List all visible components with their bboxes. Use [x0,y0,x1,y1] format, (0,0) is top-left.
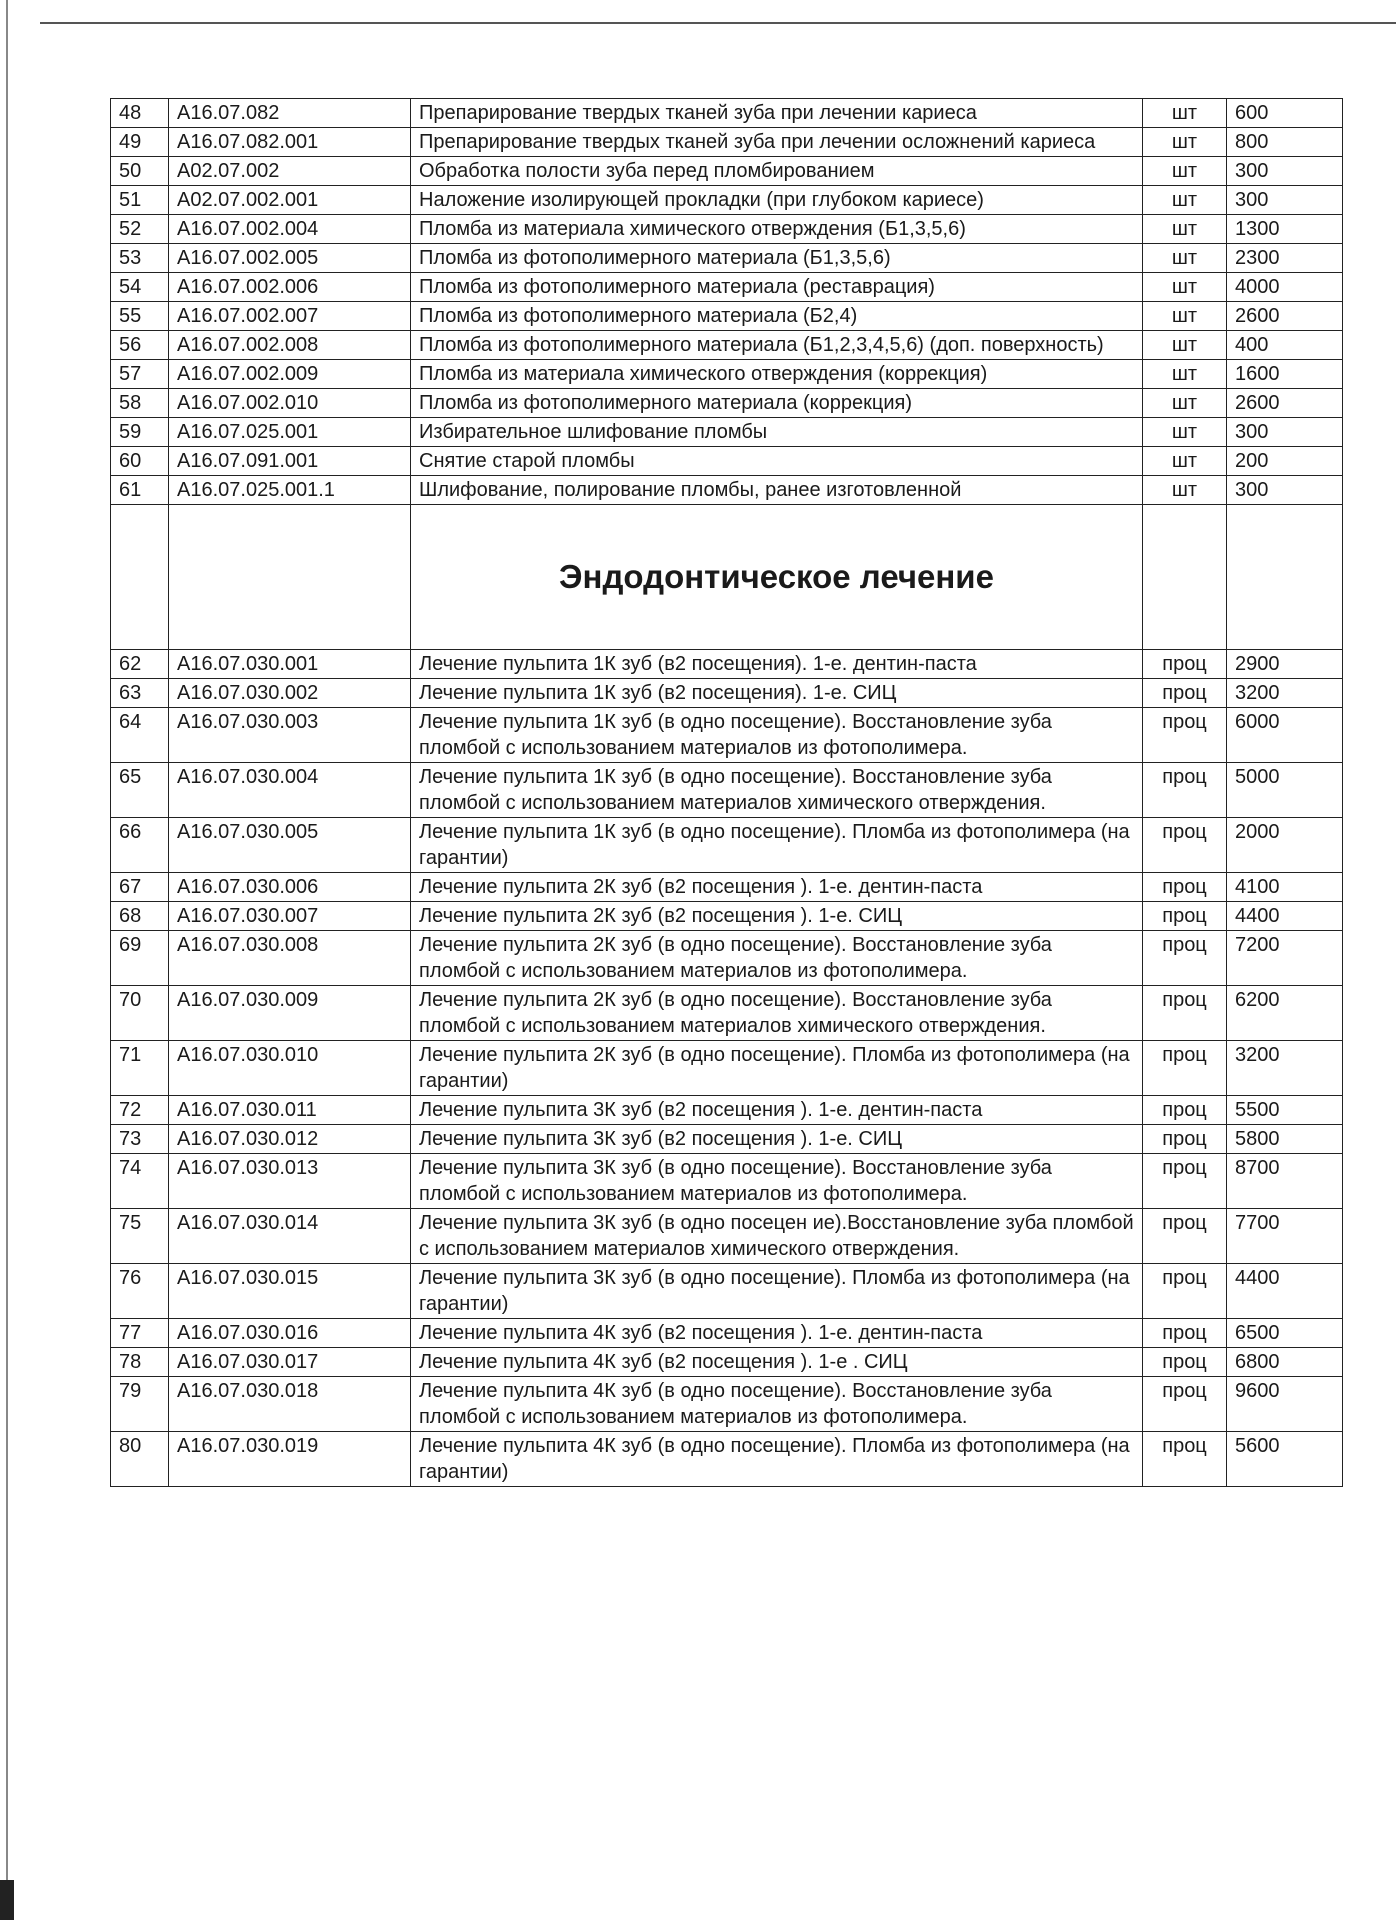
unit: проц [1143,1377,1227,1432]
unit: проц [1143,650,1227,679]
table-row [111,986,1343,1041]
price: 4400 [1227,1264,1343,1319]
service-code: А16.07.002.005 [169,244,411,273]
unit: шт [1143,186,1227,215]
unit: проц [1143,1209,1227,1264]
service-name: Лечение пульпита 2К зуб (в одно посещение). Пломба из фотополимера (на гарантии) [411,1041,1143,1096]
service-code: А16.07.002.008 [169,331,411,360]
service-code: А16.07.030.011 [169,1096,411,1125]
row-number: 78 [111,1348,169,1377]
row-number: 68 [111,902,169,931]
unit: шт [1143,244,1227,273]
price-table-section-a [111,99,1343,505]
row-number: 76 [111,1264,169,1319]
service-code: А16.07.030.008 [169,931,411,986]
unit: проц [1143,986,1227,1041]
table-row [111,1348,1343,1377]
row-number: 49 [111,128,169,157]
service-code: А16.07.030.003 [169,708,411,763]
table-row [111,763,1343,818]
table-row [111,215,1343,244]
service-name: Лечение пульпита 1К зуб (в одно посещение). Восстановление зуба пломбой с использованием материалов химического отверждения. [411,763,1143,818]
service-code: А16.07.002.007 [169,302,411,331]
price: 300 [1227,186,1343,215]
row-number: 62 [111,650,169,679]
unit: проц [1143,1319,1227,1348]
table-row [111,447,1343,476]
section-title: Эндодонтическое лечение [411,505,1143,650]
price: 7700 [1227,1209,1343,1264]
service-name: Обработка полости зуба перед пломбированием [411,157,1143,186]
row-number: 52 [111,215,169,244]
service-code: А16.07.082 [169,99,411,128]
price: 200 [1227,447,1343,476]
section-header-cell-unit [1143,505,1227,650]
service-code: А16.07.030.015 [169,1264,411,1319]
service-code: А16.07.030.007 [169,902,411,931]
table-row [111,708,1343,763]
price: 2600 [1227,389,1343,418]
row-number: 74 [111,1154,169,1209]
scan-corner-mark [0,1880,14,1920]
unit: шт [1143,389,1227,418]
price: 8700 [1227,1154,1343,1209]
service-code: А16.07.030.005 [169,818,411,873]
price-table-section-b [111,650,1343,1487]
table-row [111,873,1343,902]
service-name: Лечение пульпита 1К зуб (в2 посещения). 1-е. дентин-паста [411,650,1143,679]
service-name: Пломба из фотополимерного материала (реставрация) [411,273,1143,302]
row-number: 73 [111,1125,169,1154]
service-name: Лечение пульпита 3К зуб (в2 посещения ). 1-е. СИЦ [411,1125,1143,1154]
service-code: А16.07.002.006 [169,273,411,302]
service-code: А16.07.030.006 [169,873,411,902]
table-row [111,331,1343,360]
row-number: 70 [111,986,169,1041]
row-number: 50 [111,157,169,186]
service-name: Лечение пульпита 4К зуб (в2 посещения ). 1-е . СИЦ [411,1348,1143,1377]
service-name: Препарирование твердых тканей зуба при лечении кариеса [411,99,1143,128]
table-row [111,244,1343,273]
service-name: Лечение пульпита 2К зуб (в2 посещения ). 1-е. СИЦ [411,902,1143,931]
price-table [110,98,1343,1487]
service-name: Лечение пульпита 4К зуб (в одно посещение). Пломба из фотополимера (на гарантии) [411,1432,1143,1487]
service-name: Лечение пульпита 2К зуб (в2 посещения ). 1-е. дентин-паста [411,873,1143,902]
service-name: Лечение пульпита 3К зуб (в одно посещение). Пломба из фотополимера (на гарантии) [411,1264,1143,1319]
table-row [111,360,1343,389]
row-number: 48 [111,99,169,128]
service-name: Лечение пульпита 3К зуб (в одно посещение). Восстановление зуба пломбой с использованием материалов из фотополимера. [411,1154,1143,1209]
row-number: 69 [111,931,169,986]
service-name: Лечение пульпита 3К зуб (в2 посещения ). 1-е. дентин-паста [411,1096,1143,1125]
table-row [111,1041,1343,1096]
unit: шт [1143,157,1227,186]
row-number: 66 [111,818,169,873]
unit: шт [1143,418,1227,447]
unit: шт [1143,331,1227,360]
section-header-cell-price [1227,505,1343,650]
table-row [111,1154,1343,1209]
price: 2900 [1227,650,1343,679]
section-header-cell-num [111,505,169,650]
row-number: 57 [111,360,169,389]
section-header-row [111,505,1343,650]
service-code: А16.07.030.012 [169,1125,411,1154]
unit: шт [1143,128,1227,157]
row-number: 51 [111,186,169,215]
price: 2000 [1227,818,1343,873]
table-row [111,902,1343,931]
row-number: 53 [111,244,169,273]
service-name: Лечение пульпита 3К зуб (в одно посецен ие).Восстановление зуба пломбой с использованием материалов химического отверждения. [411,1209,1143,1264]
scan-left-edge [6,0,8,1920]
price: 300 [1227,476,1343,505]
price: 300 [1227,418,1343,447]
unit: шт [1143,302,1227,331]
unit: проц [1143,1348,1227,1377]
table-row [111,157,1343,186]
price: 1300 [1227,215,1343,244]
row-number: 59 [111,418,169,447]
table-row [111,128,1343,157]
price: 4100 [1227,873,1343,902]
service-name: Лечение пульпита 1К зуб (в одно посещение). Пломба из фотополимера (на гарантии) [411,818,1143,873]
row-number: 64 [111,708,169,763]
service-code: А16.07.030.002 [169,679,411,708]
price: 400 [1227,331,1343,360]
row-number: 80 [111,1432,169,1487]
service-code: А16.07.030.009 [169,986,411,1041]
unit: проц [1143,1432,1227,1487]
unit: шт [1143,360,1227,389]
unit: проц [1143,763,1227,818]
price-table-section-header [111,505,1343,650]
table-row [111,931,1343,986]
price: 6200 [1227,986,1343,1041]
section-header-cell-code [169,505,411,650]
unit: шт [1143,215,1227,244]
table-row [111,1264,1343,1319]
price: 6500 [1227,1319,1343,1348]
service-name: Препарирование твердых тканей зуба при лечении осложнений кариеса [411,128,1143,157]
row-number: 54 [111,273,169,302]
price: 4000 [1227,273,1343,302]
table-row [111,650,1343,679]
table-row [111,273,1343,302]
table-row [111,1096,1343,1125]
service-name: Шлифование, полирование пломбы, ранее изготовленной [411,476,1143,505]
service-code: А16.07.002.009 [169,360,411,389]
unit: проц [1143,1041,1227,1096]
scan-top-rule [40,22,1396,24]
service-name: Лечение пульпита 1К зуб (в2 посещения). 1-е. СИЦ [411,679,1143,708]
table-row [111,1377,1343,1432]
table-row [111,418,1343,447]
row-number: 75 [111,1209,169,1264]
row-number: 77 [111,1319,169,1348]
service-name: Лечение пульпита 2К зуб (в одно посещение). Восстановление зуба пломбой с использованием материалов химического отверждения. [411,986,1143,1041]
service-code: А16.07.030.010 [169,1041,411,1096]
service-code: А16.07.030.001 [169,650,411,679]
price: 5500 [1227,1096,1343,1125]
price: 5600 [1227,1432,1343,1487]
price: 800 [1227,128,1343,157]
row-number: 60 [111,447,169,476]
price: 2600 [1227,302,1343,331]
price: 4400 [1227,902,1343,931]
service-name: Лечение пульпита 4К зуб (в2 посещения ). 1-е. дентин-паста [411,1319,1143,1348]
service-code: А16.07.030.017 [169,1348,411,1377]
service-name: Избирательное шлифование пломбы [411,418,1143,447]
unit: шт [1143,273,1227,302]
row-number: 67 [111,873,169,902]
service-code: А16.07.025.001.1 [169,476,411,505]
service-name: Лечение пульпита 4К зуб (в одно посещение). Восстановление зуба пломбой с использованием материалов из фотополимера. [411,1377,1143,1432]
price: 2300 [1227,244,1343,273]
service-code: А02.07.002 [169,157,411,186]
unit: проц [1143,902,1227,931]
service-name: Пломба из фотополимерного материала (Б1,3,5,6) [411,244,1143,273]
unit: проц [1143,931,1227,986]
service-name: Пломба из фотополимерного материала (коррекция) [411,389,1143,418]
service-name: Пломба из фотополимерного материала (Б1,2,3,4,5,6) (доп. поверхность) [411,331,1143,360]
service-code: А16.07.030.014 [169,1209,411,1264]
table-row [111,1319,1343,1348]
row-number: 72 [111,1096,169,1125]
row-number: 58 [111,389,169,418]
service-code: А16.07.002.010 [169,389,411,418]
unit: шт [1143,476,1227,505]
price: 5000 [1227,763,1343,818]
service-code: А16.07.030.013 [169,1154,411,1209]
unit: проц [1143,873,1227,902]
unit: проц [1143,1264,1227,1319]
unit: проц [1143,818,1227,873]
table-row [111,1209,1343,1264]
unit: проц [1143,1154,1227,1209]
price: 6000 [1227,708,1343,763]
service-name: Пломба из материала химического отверждения (коррекция) [411,360,1143,389]
price: 5800 [1227,1125,1343,1154]
price: 3200 [1227,679,1343,708]
service-code: А16.07.025.001 [169,418,411,447]
table-row [111,99,1343,128]
service-name: Лечение пульпита 1К зуб (в одно посещение). Восстановление зуба пломбой с использованием материалов из фотополимера. [411,708,1143,763]
price: 6800 [1227,1348,1343,1377]
table-row [111,476,1343,505]
unit: проц [1143,708,1227,763]
table-row [111,186,1343,215]
service-name: Пломба из материала химического отверждения (Б1,3,5,6) [411,215,1143,244]
price: 7200 [1227,931,1343,986]
table-row [111,679,1343,708]
price: 9600 [1227,1377,1343,1432]
price: 600 [1227,99,1343,128]
row-number: 71 [111,1041,169,1096]
row-number: 55 [111,302,169,331]
service-code: А16.07.030.019 [169,1432,411,1487]
service-code: А16.07.091.001 [169,447,411,476]
service-name: Снятие старой пломбы [411,447,1143,476]
price: 1600 [1227,360,1343,389]
service-name: Лечение пульпита 2К зуб (в одно посещение). Восстановление зуба пломбой с использованием материалов из фотополимера. [411,931,1143,986]
table-row [111,389,1343,418]
service-name: Наложение изолирующей прокладки (при глубоком кариесе) [411,186,1143,215]
row-number: 79 [111,1377,169,1432]
row-number: 56 [111,331,169,360]
service-name: Пломба из фотополимерного материала (Б2,4) [411,302,1143,331]
row-number: 63 [111,679,169,708]
table-row [111,1125,1343,1154]
unit: шт [1143,447,1227,476]
unit: проц [1143,679,1227,708]
row-number: 65 [111,763,169,818]
unit: шт [1143,99,1227,128]
unit: проц [1143,1125,1227,1154]
service-code: А16.07.002.004 [169,215,411,244]
table-row [111,818,1343,873]
row-number: 61 [111,476,169,505]
table-row [111,302,1343,331]
unit: проц [1143,1096,1227,1125]
service-code: А16.07.030.018 [169,1377,411,1432]
document-page [110,98,1342,1487]
service-code: А02.07.002.001 [169,186,411,215]
service-code: А16.07.082.001 [169,128,411,157]
price: 300 [1227,157,1343,186]
price: 3200 [1227,1041,1343,1096]
service-code: А16.07.030.004 [169,763,411,818]
table-row [111,1432,1343,1487]
service-code: А16.07.030.016 [169,1319,411,1348]
